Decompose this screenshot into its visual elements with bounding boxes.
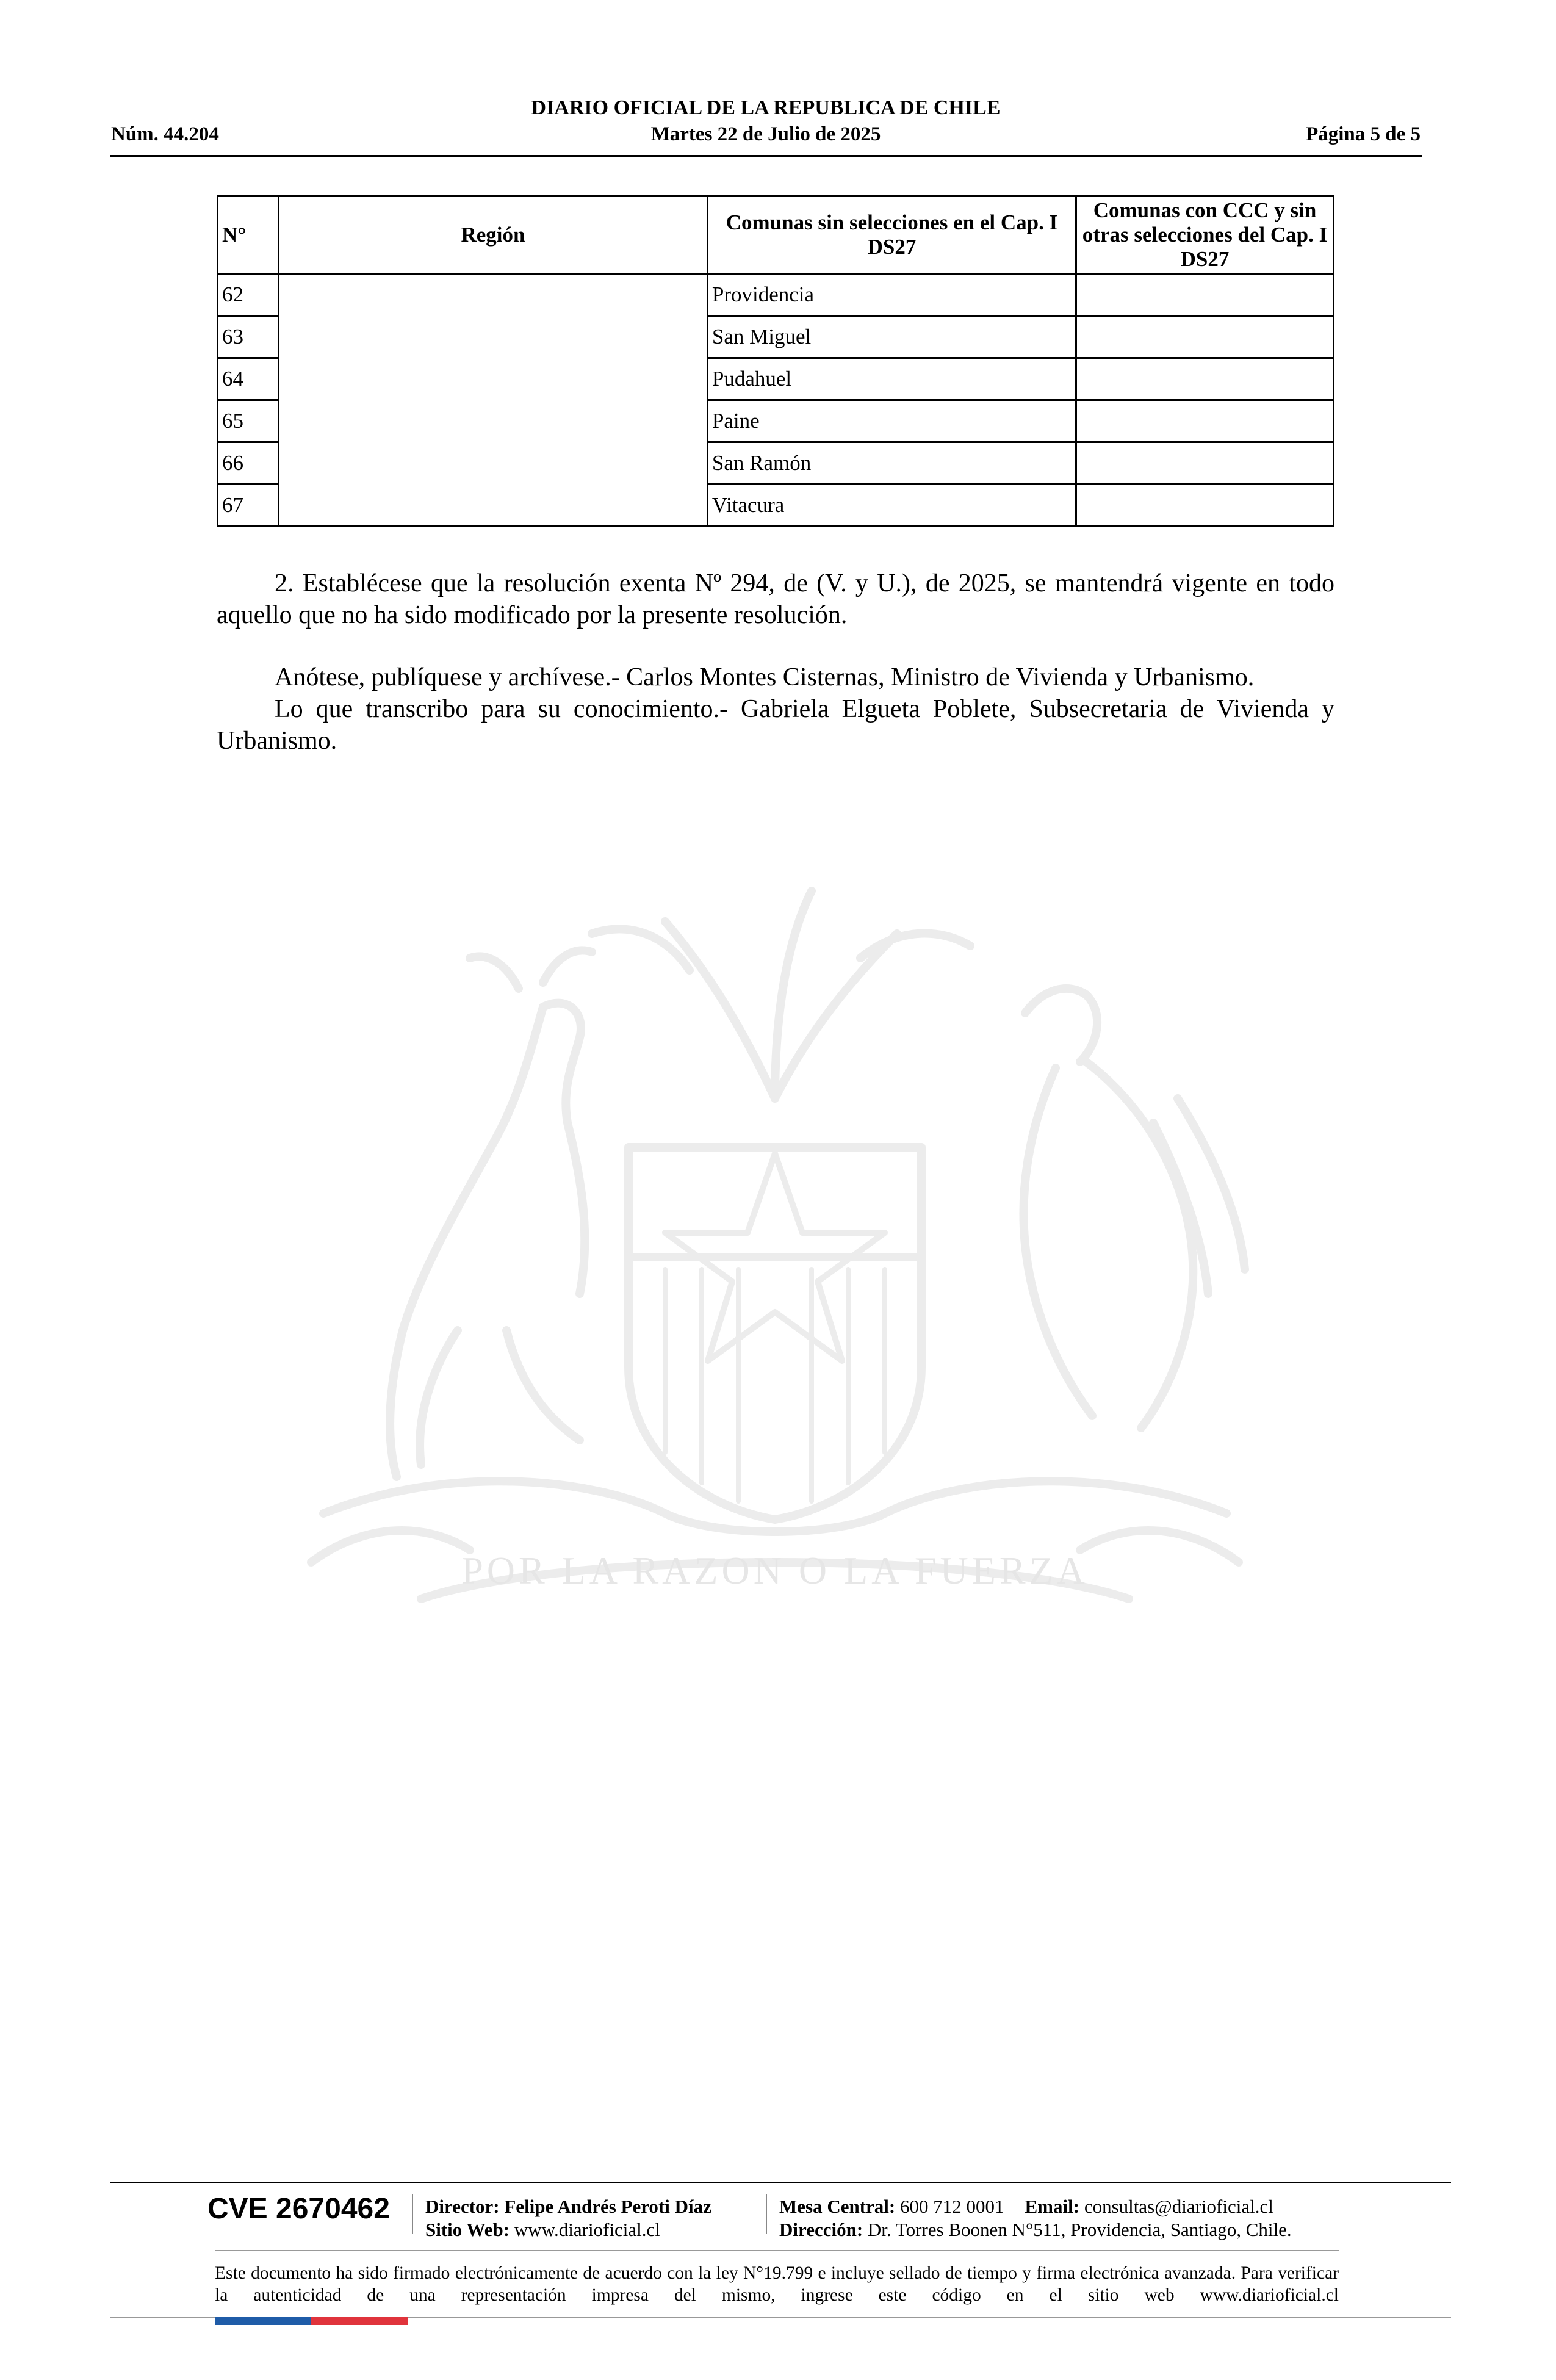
footer-separator (412, 2194, 413, 2234)
issue-date: Martes 22 de Julio de 2025 (650, 123, 881, 145)
table-header-row (218, 197, 1334, 274)
region-cell (279, 274, 708, 527)
comuna-cell: Pudahuel (707, 358, 1076, 400)
mesa-phone: 600 712 0001 (900, 2196, 1004, 2217)
footer-middle-rule (215, 2250, 1339, 2251)
comuna-cell: Vitacura (707, 485, 1076, 527)
header-con-ccc: Comunas con CCC y sin otras selecciones del Cap. I DS27 (1076, 197, 1334, 274)
page-indicator: Página 5 de 5 (1306, 123, 1421, 145)
email-link[interactable]: consultas@diarioficial.cl (1084, 2196, 1273, 2217)
comuna-cell: San Ramón (707, 442, 1076, 485)
mesa-label: Mesa Central: (779, 2196, 896, 2217)
table-row (218, 274, 1334, 316)
header-region: Región (279, 197, 708, 274)
footer-separator (766, 2194, 767, 2234)
direccion-value: Dr. Torres Boonen N°511, Providencia, Santiago, Chile. (867, 2219, 1292, 2240)
coat-of-arms-watermark (201, 867, 1349, 1678)
comunas-table (217, 195, 1334, 527)
header-rule (110, 155, 1422, 157)
row-number: 65 (218, 400, 279, 442)
paragraph-text: 2. Establécese que la resolución exenta Nº 294, de (V. y U.), de 2025, se mantendrá vigente en todo aquello que no ha sido modificado por la presente resolución. (217, 569, 1334, 629)
comuna-cell: Providencia (707, 274, 1076, 316)
header-sin-selecciones: Comunas sin selecciones en el Cap. I DS27 (707, 197, 1076, 274)
paragraph-text: Anótese, publíquese y archívese.- Carlos Montes Cisternas, Ministro de Vivienda y Urbanismo. (275, 663, 1255, 691)
footer-director-block (425, 2195, 711, 2241)
ccc-cell (1076, 274, 1334, 316)
footer-contact-block (779, 2195, 1292, 2241)
comuna-cell: San Miguel (707, 316, 1076, 358)
row-number: 66 (218, 442, 279, 485)
web-label: Sitio Web: (425, 2219, 510, 2240)
ccc-cell (1076, 442, 1334, 485)
director-label: Director: (425, 2196, 500, 2217)
ccc-cell (1076, 485, 1334, 527)
ccc-cell (1076, 358, 1334, 400)
footer-legal-notice: Este documento ha sido firmado electrónicamente de acuerdo con la ley N°19.799 e incluye sellado de tiempo y firma electrónica avanzada. Para verificar la autenticidad de una representación impresa del mismo, ingrese este código en el sitio web www.diarioficial.cl (215, 2263, 1339, 2305)
direccion-label: Dirección: (779, 2219, 863, 2240)
newspaper-title: DIARIO OFICIAL DE LA REPUBLICA DE CHILE (531, 96, 1001, 119)
ccc-cell (1076, 400, 1334, 442)
ccc-cell (1076, 316, 1334, 358)
flag-stripe-red (311, 2317, 408, 2325)
cve-code: CVE 2670462 (207, 2193, 390, 2225)
paragraph-vigencia (217, 568, 1334, 631)
issue-number: Núm. 44.204 (111, 123, 219, 145)
paragraph-signatures (217, 662, 1334, 757)
row-number: 62 (218, 274, 279, 316)
web-link[interactable]: www.diarioficial.cl (514, 2219, 660, 2240)
email-label: Email: (1025, 2196, 1080, 2217)
flag-stripe-blue (215, 2317, 311, 2325)
comuna-cell: Paine (707, 400, 1076, 442)
paragraph-text: Lo que transcribo para su conocimiento.- Gabriela Elgueta Poblete, Subsecretaria de Vivienda y Urbanismo. (217, 695, 1334, 755)
header-n: N° (218, 197, 279, 274)
director-name: Felipe Andrés Peroti Díaz (504, 2196, 711, 2217)
row-number: 67 (218, 485, 279, 527)
row-number: 63 (218, 316, 279, 358)
watermark-motto: POR LA RAZON O LA FUERZA (461, 1549, 1089, 1592)
row-number: 64 (218, 358, 279, 400)
footer-top-rule (110, 2182, 1451, 2183)
